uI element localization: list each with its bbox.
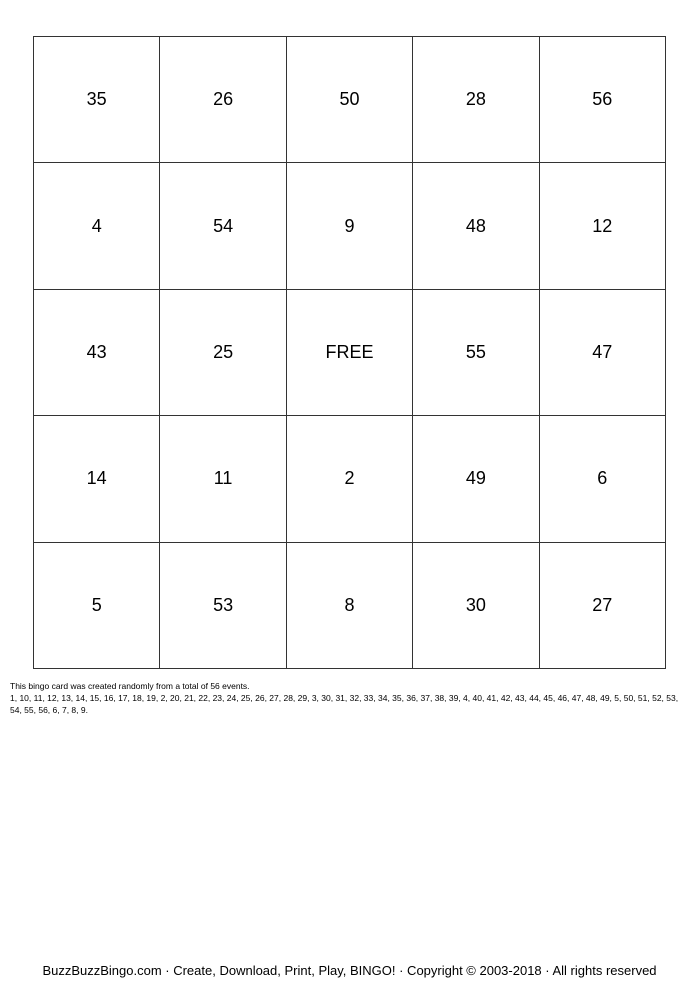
bingo-cell: 25: [160, 290, 286, 416]
bingo-cell: 5: [34, 543, 160, 669]
bingo-cell: 8: [287, 543, 413, 669]
bingo-free-cell: FREE: [287, 290, 413, 416]
bingo-cell: 53: [160, 543, 286, 669]
bingo-cell: 35: [34, 37, 160, 163]
bingo-cell: 48: [413, 163, 539, 289]
bingo-cell: 55: [413, 290, 539, 416]
bingo-cell: 27: [540, 543, 666, 669]
bingo-cell: 30: [413, 543, 539, 669]
bingo-cell: 43: [34, 290, 160, 416]
bingo-cell: 50: [287, 37, 413, 163]
created-note: This bingo card was created randomly from a total of 56 events.: [10, 681, 250, 691]
bingo-cell: 56: [540, 37, 666, 163]
footer: BuzzBuzzBingo.com · Create, Download, Print, Play, BINGO! · Copyright © 2003-2018 · All rights reserved: [42, 963, 657, 978]
bingo-cell: 4: [34, 163, 160, 289]
card-notes: [10, 680, 690, 716]
bingo-cell: 28: [413, 37, 539, 163]
bingo-cell: 9: [287, 163, 413, 289]
bingo-cell: 47: [540, 290, 666, 416]
bingo-cell: 6: [540, 416, 666, 542]
bingo-cell: 26: [160, 37, 286, 163]
bingo-cell: 12: [540, 163, 666, 289]
bingo-cell: 49: [413, 416, 539, 542]
bingo-grid: [33, 36, 666, 669]
bingo-cell: 11: [160, 416, 286, 542]
bingo-cell: 2: [287, 416, 413, 542]
bingo-cell: 54: [160, 163, 286, 289]
bingo-cell: 14: [34, 416, 160, 542]
events-list: 1, 10, 11, 12, 13, 14, 15, 16, 17, 18, 19, 2, 20, 21, 22, 23, 24, 25, 26, 27, 28, 29, 3, 30, 31, 32, 33, 34, 35, 36, 37, 38, 39, 4, 40, 41, 42, 43, 44, 45, 46, 47, 48, 49, 5, 50, 51, 52, 53, 54, 55, 56, 6, 7, 8, 9.: [10, 693, 679, 715]
